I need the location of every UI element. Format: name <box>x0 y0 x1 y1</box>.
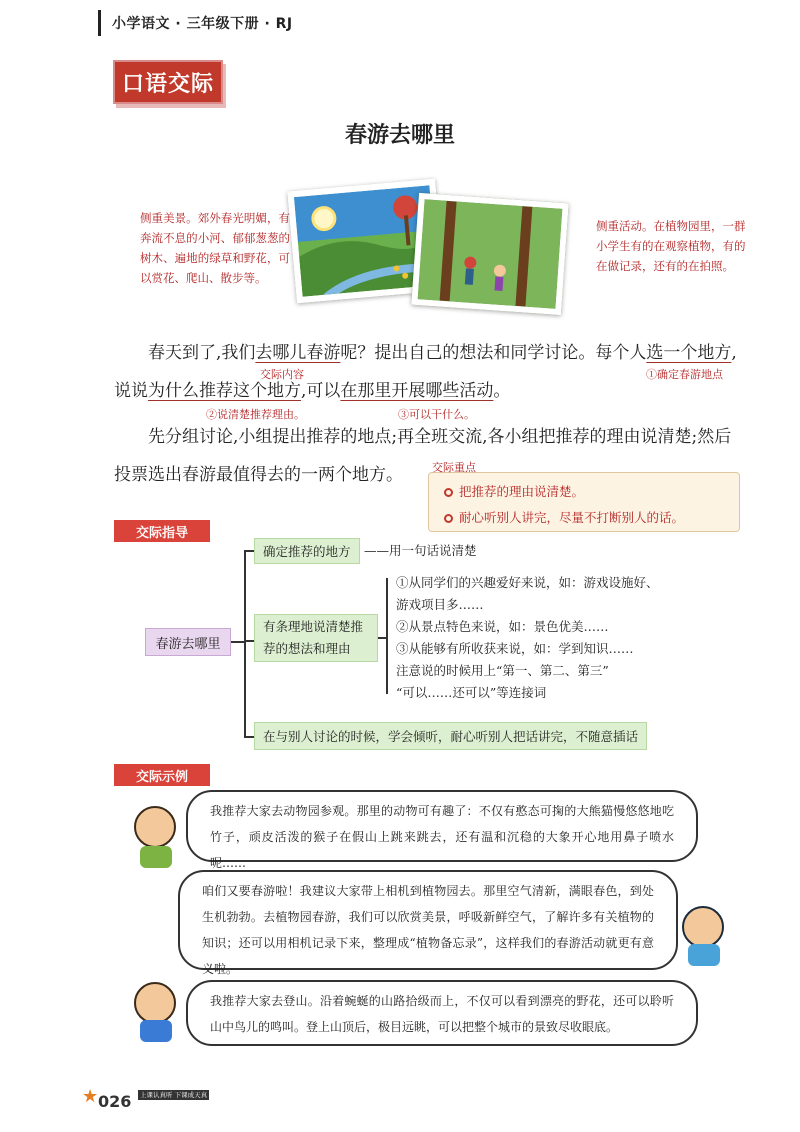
bullet-icon <box>444 514 453 523</box>
footer-tag: 上课认真听 下课成天真 <box>140 1091 208 1099</box>
boy-avatar-2-body <box>140 1020 172 1042</box>
mindmap-connector <box>378 637 386 639</box>
page-title: 春游去哪里 <box>344 122 455 148</box>
intro-paragraph: 春天到了,我们去哪儿春游呢？提出自己的想法和同学讨论。每个人选一个地方,说说为什么推荐这个地方,可以在那里开展哪些活动。 <box>114 343 737 401</box>
underline-why: 为什么推荐这个地方 <box>148 381 301 401</box>
underline-where: 去哪儿春游 <box>255 343 341 363</box>
reason-point: 注意说的时候用上“第一、第二、第三” <box>396 663 609 678</box>
mindmap-node-note: ——用一句话说清楚 <box>364 543 477 558</box>
annotation-2: ②说清楚推荐理由。 <box>206 408 305 421</box>
speech-bubble-mountain: 我推荐大家去登山。沿着蜿蜒的山路拾级而上，不仅可以看到漂亮的野花，还可以聆听山中鸟儿的鸣叫。登上山顶后，极目远眺，可以把整个城市的景致尽收眼底。 <box>186 980 698 1046</box>
mindmap-connector <box>231 641 245 643</box>
boy-avatar-2 <box>134 982 176 1024</box>
focus-item: 耐心听别人讲完，尽量不打断别人的话。 <box>444 508 684 526</box>
page-number: 026 <box>98 1092 132 1111</box>
side-note-left: 侧重美景。郊外春光明媚，有奔流不息的小河、郁郁葱葱的树木、遍地的绿草和野花，可以赏花、爬山、散步等。 <box>140 211 290 285</box>
star-icon: ★ <box>82 1086 99 1107</box>
boy-avatar-body <box>140 846 172 868</box>
reason-point: “可以……还可以”等连接词 <box>396 685 547 700</box>
girl-avatar <box>682 906 724 948</box>
section-badge: 口语交际 <box>113 60 223 104</box>
underline-activities: 在那里开展哪些活动 <box>340 381 494 401</box>
mindmap-bracket <box>386 578 388 694</box>
mindmap-node-place: 确定推荐的地方 <box>254 538 360 564</box>
botanical-garden-photo <box>411 193 568 315</box>
mindmap-node-listen: 在与别人讨论的时候，学会倾听，耐心听别人把话讲完，不随意插话 <box>254 722 647 750</box>
task-paragraph: 先分组讨论,小组提出推荐的地点;再全班交流,各小组把推荐的理由说清楚;然后投票选出春游最值得去的一两个地方。 <box>114 427 732 485</box>
guide-ribbon: 交际指导 <box>114 520 210 542</box>
reason-point: ③从能够有所收获来说，如：学到知识…… <box>396 641 634 656</box>
annotation-content: 交际内容 <box>260 368 304 381</box>
boy-avatar <box>134 806 176 848</box>
speech-bubble-garden: 咱们又要春游啦！我建议大家带上相机到植物园去。那里空气清新，满眼春色，到处生机勃勃。去植物园春游，我们可以欣赏美景，呼吸新鲜空气，了解许多有关植物的知识；还可以用相机记录下来，整理成“植物备忘录”，这样我们的春游活动就更有意义啦。 <box>178 870 678 970</box>
focus-item: 把推荐的理由说清楚。 <box>444 482 584 500</box>
mindmap-connector <box>244 736 254 738</box>
reason-point: ②从景点特色来说，如：景色优美…… <box>396 619 609 634</box>
side-note-right: 侧重活动。在植物园里，一群小学生有的在观察植物，有的在做记录，还有的在拍照。 <box>596 219 746 273</box>
reason-point: 游戏项目多…… <box>396 597 484 612</box>
reason-point: ①从同学们的兴趣爱好来说，如：游戏设施好、 <box>396 575 659 590</box>
examples-ribbon: 交际示例 <box>114 764 210 786</box>
mindmap-connector <box>244 640 254 642</box>
mindmap-center: 春游去哪里 <box>145 628 231 656</box>
annotation-3: ③可以干什么。 <box>398 408 475 421</box>
girl-avatar-body <box>688 944 720 966</box>
focus-tag: 交际重点 <box>432 461 476 474</box>
garden-illustration <box>418 199 563 308</box>
book-header: 小学语文 · 三年级下册 · RJ <box>112 16 293 32</box>
annotation-1: ①确定春游地点 <box>646 368 723 381</box>
mindmap-branch-line <box>244 550 246 738</box>
mindmap-node-reasons: 有条理地说清楚推荐的想法和理由 <box>254 614 378 662</box>
mindmap-connector <box>244 550 254 552</box>
underline-choose: 选一个地方 <box>646 343 732 363</box>
bullet-icon <box>444 488 453 497</box>
speech-bubble-zoo: 我推荐大家去动物园参观。那里的动物可有趣了：不仅有憨态可掬的大熊猫慢悠悠地吃竹子，顽皮活泼的猴子在假山上跳来跳去，还有温和沉稳的大象开心地用鼻子喷水呢…… <box>186 790 698 862</box>
header-divider <box>98 10 101 36</box>
